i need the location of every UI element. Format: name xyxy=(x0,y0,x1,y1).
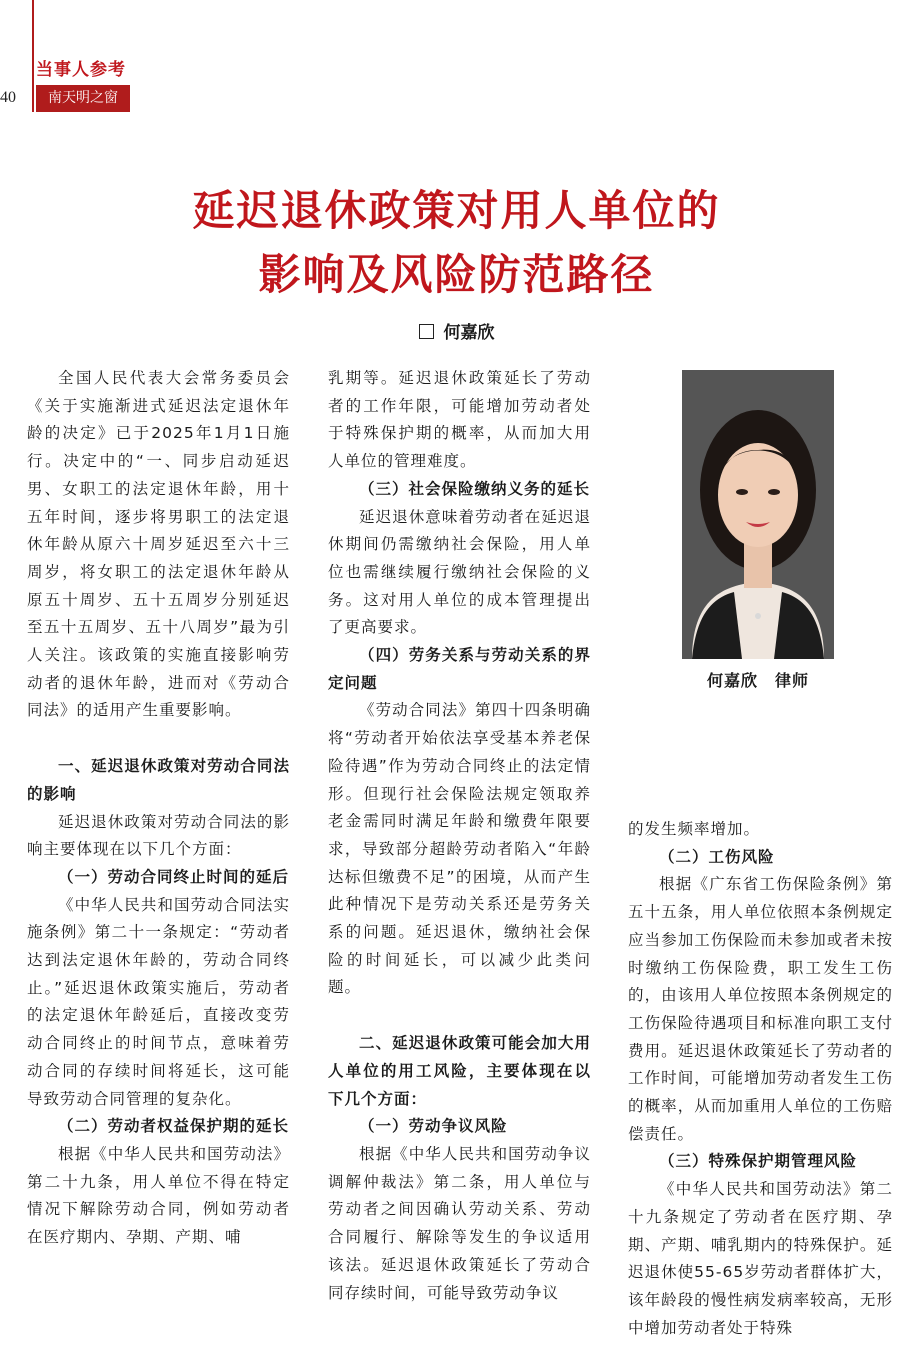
subsection-heading: （一）劳动争议风险 xyxy=(359,1117,508,1136)
subsection-heading: （一）劳动合同终止时间的延后 xyxy=(58,867,290,886)
paragraph: 乳期等。延迟退休政策延长了劳动者的工作年限，可能增加劳动者处于特殊保护期的概率，从而加大用人单位的管理难度。 xyxy=(328,369,591,471)
text-column-1 xyxy=(27,365,290,1252)
paragraph: 全国人民代表大会常务委员会《关于实施渐进式延迟法定退休年龄的决定》已于2025年1月1日施行。决定中的“一、同步启动延迟男、女职工的法定退休年龄，用十五年时间，逐步将男职工的法定退休年龄从原六十周岁延迟至六十三周岁，将女职工的法定退休年龄从原五十周岁、五十五周岁分别延迟至五十五周岁、五十八周岁”最为引人关注。该政策的实施直接影响劳动者的退休年龄，进而对《劳动合同法》的适用产生重要影响。 xyxy=(27,369,290,720)
paragraph: 根据《中华人民共和国劳动法》第二十九条，用人单位不得在特定情况下解除劳动合同，例如劳动者在医疗期内、孕期、产期、哺 xyxy=(27,1144,290,1247)
paragraph: 《中华人民共和国劳动合同法实施条例》第二十一条规定：“劳动者达到法定退休年龄的，劳动合同终止。”延迟退休政策实施后，劳动者的法定退休年龄延后，直接改变劳动合同终止的时间节点，意味着劳动合同的存续时间将延长，这可能导致劳动合同管理的复杂化。 xyxy=(27,895,290,1108)
photo-caption: 何嘉欣 律师 xyxy=(706,671,809,690)
section-heading: 一、延迟退休政策对劳动合同法的影响 xyxy=(27,757,290,803)
author-name: 何嘉欣 xyxy=(443,323,495,343)
subsection-heading: （三）社会保险缴纳义务的延长 xyxy=(359,479,591,498)
subsection-heading: （二）劳动者权益保护期的延长 xyxy=(58,1117,290,1136)
subsection-heading: （二）工伤风险 xyxy=(659,847,775,866)
paragraph: 《中华人民共和国劳动法》第二十九条规定了劳动者在医疗期、孕期、产期、哺乳期内的特殊保护。延迟退休使55-65岁劳动者群体扩大，该年龄段的慢性病发病率较高，无形中增加劳动者处于特殊 xyxy=(628,1180,893,1337)
section-tag: 当事人参考 xyxy=(36,60,126,80)
header-accent-bar xyxy=(32,0,34,112)
paragraph: 延迟退休政策对劳动合同法的影响主要体现在以下几个方面： xyxy=(27,812,290,859)
byline-box-icon xyxy=(419,324,434,339)
byline xyxy=(0,318,913,343)
paragraph: 的发生频率增加。 xyxy=(628,820,761,838)
paragraph: 《劳动合同法》第四十四条明确将“劳动者开始依法享受基本养老保险待遇”作为劳动合同终止的法定情形。但现行社会保险法规定领取养老金需同时满足年龄和缴费年限要求，导致部分超龄劳动者陷入“年龄达标但缴费不足”的困境，从而产生此种情况下是劳动关系还是劳务关系的问题。延迟退休，缴纳社会保险的时间延长，可以减少此类问题。 xyxy=(328,701,591,997)
article-title-line2: 影响及风险防范路径 xyxy=(258,250,655,299)
subsection-heading: （四）劳务关系与劳动关系的界定问题 xyxy=(328,646,591,692)
article-title-line1: 延迟退休政策对用人单位的 xyxy=(192,186,721,235)
subsection-heading: （三）特殊保护期管理风险 xyxy=(659,1152,858,1171)
author-photo xyxy=(682,370,834,659)
section-heading: 二、延迟退休政策可能会加大用人单位的用工风险，主要体现在以下几个方面： xyxy=(328,1034,591,1108)
paragraph: 根据《中华人民共和国劳动争议调解仲裁法》第二条，用人单位与劳动者之间因确认劳动关系、劳动合同履行、解除等发生的争议适用该法。延迟退休政策延长了劳动合同存续时间，可能导致劳动争议 xyxy=(328,1144,591,1302)
paragraph: 根据《广东省工伤保险条例》第五十五条，用人单位依照本条例规定应当参加工伤保险而未参加或者未按时缴纳工伤保险费，职工发生工伤的，由该用人单位按照本条例规定的工伤保险待遇项目和标准向职工支付费用。延迟退休政策延长了劳动者的工作时间，可能增加劳动者发生工伤的概率，从而加重用人单位的工伤赔偿责任。 xyxy=(628,875,893,1143)
author-portrait-graphic xyxy=(682,370,834,659)
page-number: 40 xyxy=(0,89,16,106)
text-column-2 xyxy=(328,365,591,1307)
column-badge: 南天明之窗 xyxy=(36,85,130,112)
text-column-3 xyxy=(628,816,893,1342)
paragraph: 延迟退休意味着劳动者在延迟退休期间仍需缴纳社会保险，用人单位也需继续履行缴纳社会保险的义务。这对用人单位的成本管理提出了更高要求。 xyxy=(328,507,591,637)
